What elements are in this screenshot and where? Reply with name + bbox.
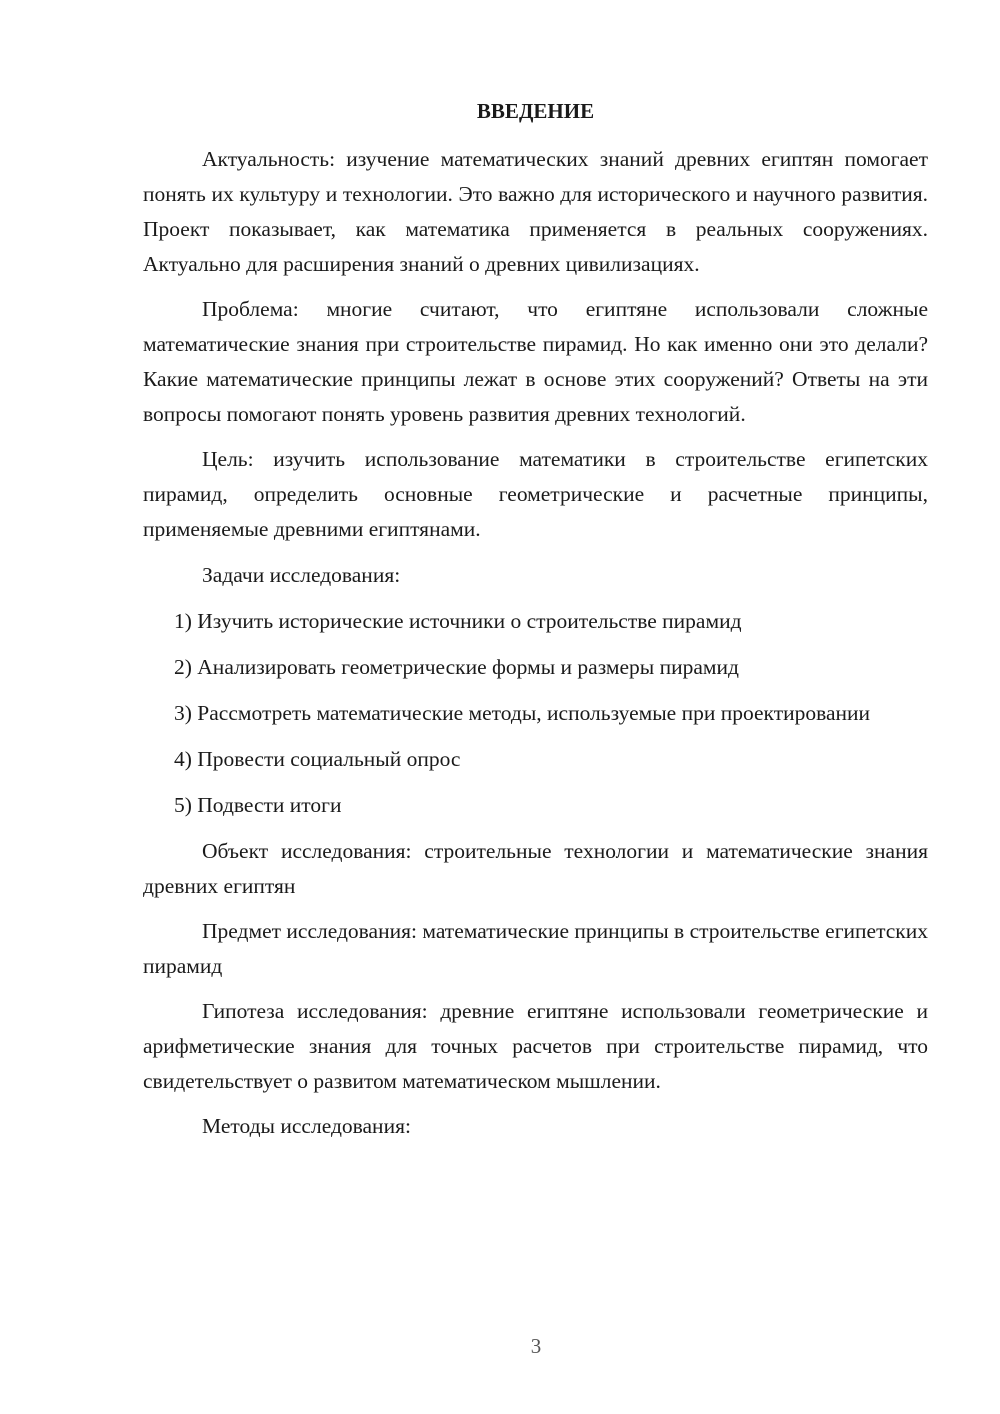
task-item: 4) Провести социальный опрос: [174, 747, 461, 771]
problem-paragraph: Проблема: многие считают, что египтяне использовали сложные математические знания при строительстве пирамид. Но как именно они это делали? Какие математические принципы лежат в основе этих сооружений? Ответы на эти вопросы помогают понять уровень развития древних технологий.: [143, 297, 928, 426]
goal-paragraph: Цель: изучить использование математики в строительстве египетских пирамид, определить основные геометрические и расчетные принципы, применяемые древними египтянами.: [143, 447, 928, 541]
page-content: [143, 94, 928, 1154]
task-item: 5) Подвести итоги: [174, 793, 342, 817]
task-item: 2) Анализировать геометрические формы и размеры пирамид: [174, 655, 739, 679]
tasks-heading: Задачи исследования:: [202, 563, 401, 587]
relevance-paragraph: Актуальность: изучение математических знаний древних египтян помогает понять их культуру и технологии. Это важно для исторического и научного развития. Проект показывает, как математика применяется в реальных сооружениях. Актуально для расширения знаний о древних цивилизациях.: [143, 147, 928, 276]
hypothesis-paragraph: Гипотеза исследования: древние египтяне использовали геометрические и арифметические знания для точных расчетов при строительстве пирамид, что свидетельствует о развитом математическом мышлении.: [143, 999, 928, 1093]
methods-heading: Методы исследования:: [202, 1114, 411, 1138]
object-paragraph: Объект исследования: строительные технологии и математические знания древних египтян: [143, 839, 928, 898]
subject-paragraph: Предмет исследования: математические принципы в строительстве египетских пирамид: [143, 919, 928, 978]
page-number: 3: [530, 1334, 542, 1358]
task-item: 3) Рассмотреть математические методы, используемые при проектировании: [174, 701, 871, 725]
section-title: ВВЕДЕНИЕ: [476, 99, 595, 123]
task-item: 1) Изучить исторические источники о строительстве пирамид: [174, 609, 742, 633]
